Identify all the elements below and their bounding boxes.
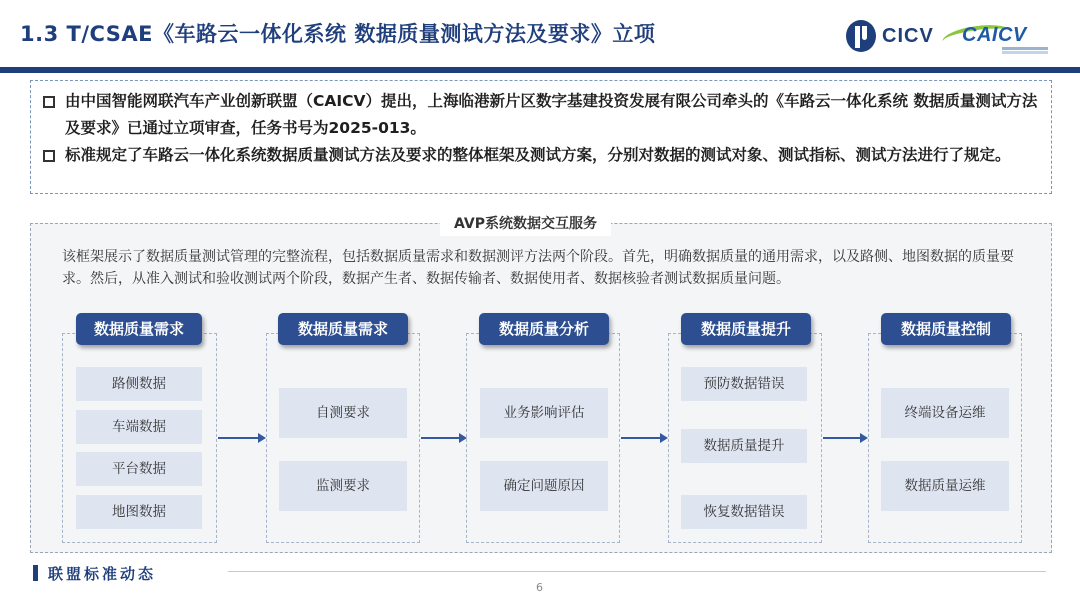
- page-title: 1.3 T/CSAE《车路云一体化系统 数据质量测试方法及要求》立项: [20, 22, 656, 46]
- framework-description: 该框架展示了数据质量测试管理的完整流程，包括数据质量需求和数据测评方法两个阶段。首先，明确数据质量的通用需求，以及路侧、地图数据的质量要求。然后，从准入测试和验收测试两个阶段，数据产生者、数据传输者、数据使用者、数据核验者测试数据质量问题。: [62, 249, 1014, 287]
- stage-column-self-test: [266, 333, 420, 543]
- stage-item: 车端数据: [76, 410, 202, 444]
- stage-header: 数据质量分析: [479, 313, 609, 345]
- caicv-logo-text: CAICV: [962, 24, 1027, 46]
- stage-column-analysis: [466, 333, 620, 543]
- caicv-logo-subline: [1002, 47, 1048, 50]
- stage-item: 确定问题原因: [480, 461, 608, 511]
- stage-item: 业务影响评估: [480, 388, 608, 438]
- stage-item: 数据质量提升: [681, 429, 807, 463]
- flow-arrow-icon: [823, 437, 866, 439]
- flow-arrow-icon: [621, 437, 666, 439]
- cicv-logo: [846, 18, 934, 54]
- framework-title: AVP系统数据交互服务: [440, 212, 611, 236]
- intro-bullet-text: 由中国智能网联汽车产业创新联盟（CAICV）提出，上海临港新片区数字基建投资发展有限公司牵头的《车路云一体化系统 数据质量测试方法及要求》已通过立项审查，任务书号为2025-013。: [65, 92, 1038, 137]
- caicv-logo: [942, 20, 1054, 56]
- footer-accent-bar: [33, 565, 38, 581]
- stage-header: 数据质量控制: [881, 313, 1011, 345]
- flow-arrow-icon: [421, 437, 465, 439]
- cicv-logo-mark-icon: [846, 20, 876, 52]
- stage-header: 数据质量需求: [76, 313, 202, 345]
- page-number: 6: [536, 581, 543, 594]
- stage-column-control: [868, 333, 1022, 543]
- intro-box: [30, 80, 1052, 194]
- intro-bullet: [43, 88, 1039, 142]
- stage-item: 路侧数据: [76, 367, 202, 401]
- footer-divider: [228, 571, 1046, 572]
- stage-item: 恢复数据错误: [681, 495, 807, 529]
- stage-header: 数据质量提升: [681, 313, 811, 345]
- intro-bullet-text: 标准规定了车路云一体化系统数据质量测试方法及要求的整体框架及测试方案，分别对数据的测试对象、测试指标、测试方法进行了规定。: [65, 146, 1011, 164]
- stage-item: 终端设备运维: [881, 388, 1009, 438]
- intro-bullet: [43, 142, 1039, 169]
- stage-item: 平台数据: [76, 452, 202, 486]
- checkbox-square-icon: [43, 150, 55, 162]
- footer-label: 联盟标准动态: [48, 565, 157, 583]
- checkbox-square-icon: [43, 96, 55, 108]
- title-divider: [0, 67, 1080, 73]
- cicv-logo-text: CICV: [882, 24, 934, 47]
- stage-item: 数据质量运维: [881, 461, 1009, 511]
- stage-item: 预防数据错误: [681, 367, 807, 401]
- stage-item: 自测要求: [279, 388, 407, 438]
- stage-item: 地图数据: [76, 495, 202, 529]
- flow-arrow-icon: [218, 437, 264, 439]
- stage-header: 数据质量需求: [278, 313, 408, 345]
- stage-item: 监测要求: [279, 461, 407, 511]
